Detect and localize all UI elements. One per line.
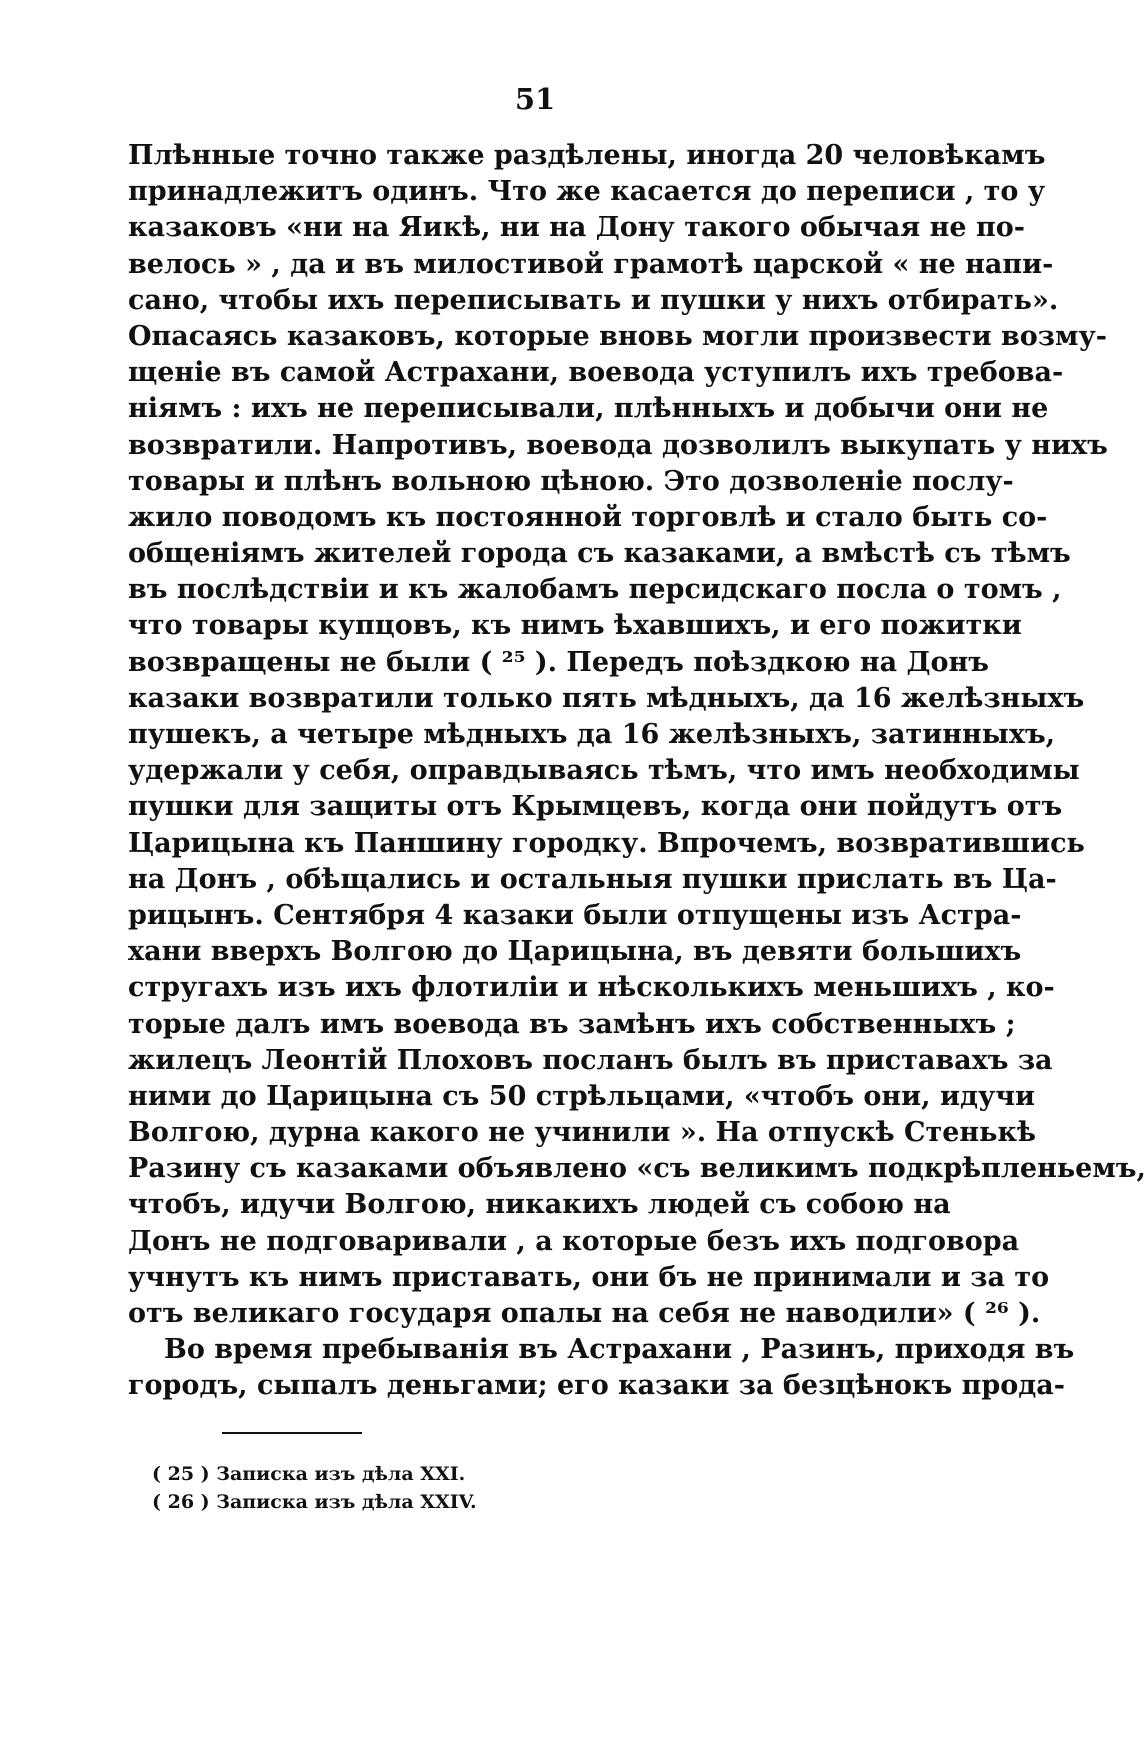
text-line: рицынъ. Сентября 4 казаки были отпущены изъ Астра- <box>128 899 1022 931</box>
text-line: товары и плѣнъ вольною цѣною. Это дозволеніе послу- <box>128 465 1014 497</box>
text-line: Плѣнные точно также раздѣлены, иногда 20 человѣкамъ <box>128 140 1046 171</box>
text-line: Донъ не подговаривали , а которые безъ ихъ подговора <box>128 1225 1020 1257</box>
paragraph-start-line: Во время пребыванія въ Астрахани , Разинъ, приходя въ <box>164 1334 1075 1366</box>
text-line: сано, чтобы ихъ переписывать и пушки у нихъ отбирать». <box>128 284 1059 316</box>
text-line: Волгою, дурна какого не учинили ». На отпускѣ Стенькѣ <box>128 1117 1036 1149</box>
text-line: удержали у себя, оправдываясь тѣмъ, что имъ необходимы <box>128 755 1080 787</box>
text-line: пушекъ, а четыре мѣдныхъ да 16 желѣзныхъ, затинныхъ, <box>128 719 1056 750</box>
text-line: на Донъ , обѣщались и остальныя пушки прислать въ Ца- <box>128 863 1057 895</box>
text-line: велось » , да и въ милостивой грамотѣ царской « не напи- <box>128 248 1054 280</box>
footnote-rule <box>222 1432 362 1434</box>
text-line: казаки возвратили только пять мѣдныхъ, да 16 желѣзныхъ <box>128 682 1085 714</box>
text-line: городъ, сыпалъ деньгами; его казаки за безцѣнокъ прода- <box>128 1370 1065 1402</box>
text-line: пушки для защиты отъ Крымцевъ, когда они пойдутъ отъ <box>128 791 1063 823</box>
text-line: Разину съ казаками объявлено «съ великимъ подкрѣпленьемъ, <box>128 1153 1146 1185</box>
text-line: отъ великаго государя опалы на себя не наводили» ( ²⁶ ). <box>128 1298 1041 1329</box>
text-line: учнутъ къ нимъ приставать, они бъ не принимали и за то <box>128 1261 1050 1293</box>
body-text <box>128 138 1146 1405</box>
page-number: 51 <box>514 82 556 116</box>
text-line: торые далъ имъ воевода въ замѣнъ ихъ собственныхъ ; <box>128 1008 1016 1040</box>
text-line: Царицына къ Паншину городку. Впрочемъ, возвратившись <box>128 827 1085 859</box>
text-line: стругахъ изъ ихъ флотиліи и нѣсколькихъ меньшихъ , ко- <box>128 972 1055 1004</box>
text-line: чтобъ, идучи Волгою, никакихъ людей съ собою на <box>128 1189 951 1221</box>
text-line: казаковъ «ни на Яикѣ, ни на Дону такого обычая не по- <box>128 212 1025 244</box>
footnotes <box>152 1460 752 1516</box>
text-line: возвращены не были ( ²⁵ ). Передъ поѣздкою на Донъ <box>128 646 989 678</box>
text-line: щеніе въ самой Астрахани, воевода уступилъ ихъ требова- <box>128 357 1064 389</box>
text-line: хани вверхъ Волгою до Царицына, въ девяти большихъ <box>128 936 1022 968</box>
text-line: ними до Царицына съ 50 стрѣльцами, «чтобъ они, идучи <box>128 1080 1036 1112</box>
text-line: жило поводомъ къ постоянной торговлѣ и стало быть со- <box>128 501 1048 533</box>
text-line: Опасаясь казаковъ, которые вновь могли произвести возму- <box>128 320 1107 352</box>
text-line: принадлежитъ одинъ. Что же касается до переписи , то у <box>128 176 1046 208</box>
text-line: въ послѣдствіи и къ жалобамъ персидскаго посла о томъ , <box>128 574 1062 606</box>
text-line: ніямъ : ихъ не переписывали, плѣнныхъ и добычи они не <box>128 393 1049 425</box>
footnote: ( 25 ) Записка изъ дѣла XXI. <box>152 1463 466 1485</box>
text-line: жилецъ Леонтій Плоховъ посланъ былъ въ приставахъ за <box>128 1044 1053 1076</box>
text-line: возвратили. Напротивъ, воевода дозволилъ выкупать у нихъ <box>128 429 1108 461</box>
text-line: общеніямъ жителей города съ казаками, а вмѣстѣ съ тѣмъ <box>128 538 1071 570</box>
text-line: что товары купцовъ, къ нимъ ѣхавшихъ, и его пожитки <box>128 610 1022 642</box>
footnote: ( 26 ) Записка изъ дѣла XXIV. <box>152 1491 477 1513</box>
